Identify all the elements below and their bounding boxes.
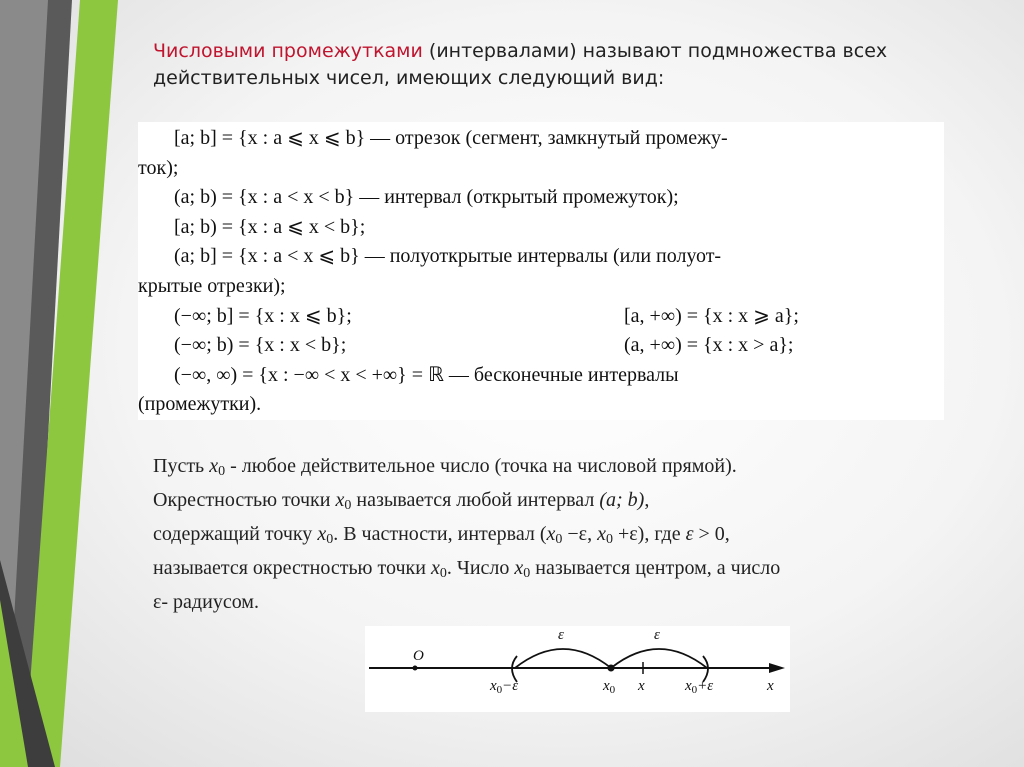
definition-text: (a; b) = {x : a < x < b} — интервал (открытый промежуток); [174,186,679,209]
origin-point [413,666,418,671]
definition-line [174,331,794,361]
definition-text: [a; b) = {x : a ⩽ x < b}; [174,215,366,238]
paragraph-line: ε- радиусом. [153,591,259,613]
definition-line [174,302,799,332]
point-x-label: x [638,678,645,694]
heading-rest: (интервалами) называют подмножества всех действительных чисел, имеющих следующий вид: [153,40,888,89]
left-epsilon-label: ε [558,627,564,643]
definition-text: [a; b] = {x : a ⩽ x ⩽ b} — отрезок (сегмент, замкнутый промежу- [174,127,728,149]
definitions-box [138,122,944,420]
definition-text-right: [a, +∞) = {x : x ⩾ a}; [624,304,799,327]
paragraph-line: называется окрестностью точки $x_0$. Число $x_0$ называется центром, а число [153,557,781,581]
left-epsilon-arc [515,649,611,668]
center-point [608,665,615,672]
definition-text: (a; b] = {x : a < x ⩽ b} — полуоткрытые интервалы (или полуот- [174,245,722,268]
number-line-diagram [365,626,790,712]
paragraph-line: Пусть $x_0$ - любое действительное число (точка на числовой прямой). [153,455,737,479]
neighborhood-paragraph [153,452,993,616]
origin-label: O [413,648,424,664]
slide-heading [153,38,973,92]
definition-line [138,272,286,302]
definition-text: (−∞; b] = {x : x ⩽ b}; [174,304,352,327]
definition-text-right: (a, +∞) = {x : x > a}; [624,334,794,357]
heading-highlight: Числовыми промежутками [153,40,423,62]
definition-line [174,124,728,154]
axis-arrow-icon [769,663,785,673]
definition-text: крытые отрезки); [138,275,286,297]
definition-text: (промежутки). [138,393,262,416]
right-epsilon-label: ε [654,627,660,643]
definition-line [174,213,365,243]
center-label: $x_0$ [603,678,616,696]
right-end-label: $x_0+\varepsilon$ [685,678,714,696]
definition-line [174,242,721,272]
left-end-label: $x_0-\varepsilon$ [490,678,519,696]
right-epsilon-arc [611,649,707,668]
definition-line [174,183,679,213]
decorative-stripes [0,0,120,767]
definition-text: (−∞; b) = {x : x < b}; [174,334,347,357]
definition-text: (−∞, ∞) = {x : −∞ < x < +∞} = ℝ — бесконечные интервалы [174,363,679,386]
paragraph-line: содержащий точку $x_0$. В частности, интервал ($x_0 -\varepsilon$, $x_0 +\varepsilon$), где ε > 0, [153,523,730,547]
paragraph-line: Окрестностью точки $x_0$ называется любой интервал (a; b), [153,489,650,513]
definition-line [138,390,261,420]
definition-line [174,361,679,391]
definition-text: ток); [138,156,179,179]
axis-label: x [767,678,774,694]
definition-line [138,154,178,184]
